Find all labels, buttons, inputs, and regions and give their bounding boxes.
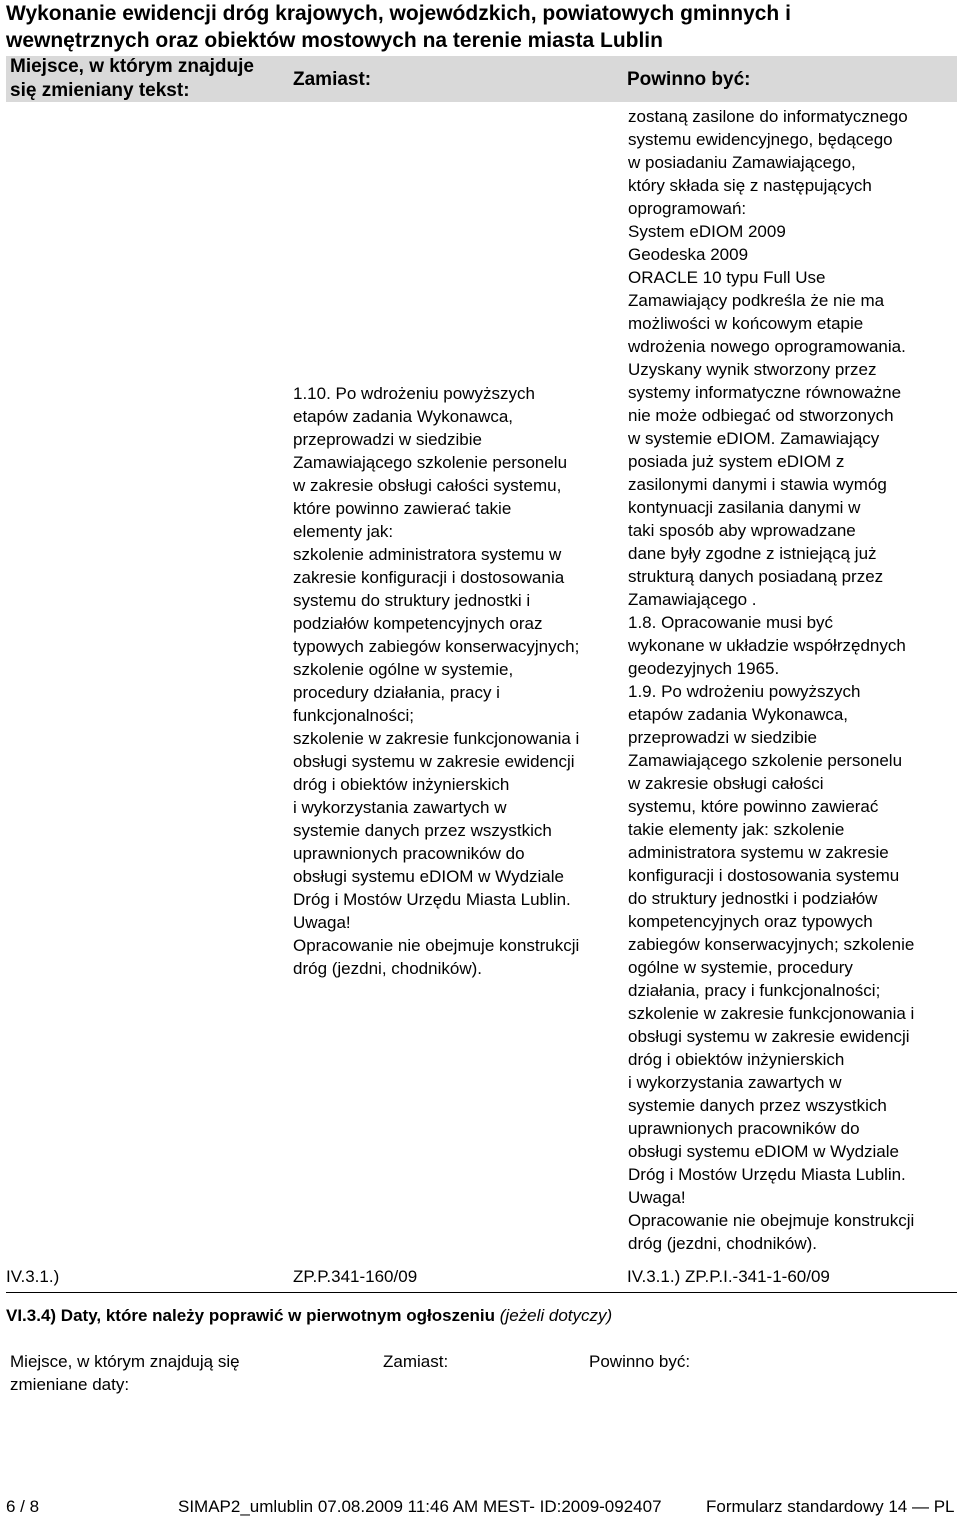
should-be-text-line: systemie danych przez wszystkich bbox=[628, 1096, 887, 1115]
should-be-text-line: dróg (jezdni, chodników). bbox=[628, 1234, 817, 1253]
document-title bbox=[6, 0, 956, 54]
row2-instead: ZP.P.341-160/09 bbox=[293, 1267, 418, 1286]
instead-text-line: typowych zabiegów konserwacyjnych; bbox=[293, 637, 580, 656]
should-be-text-line: działania, pracy i funkcjonalności; bbox=[628, 981, 881, 1000]
should-be-text-line: dróg i obiektów inżynierskich bbox=[628, 1050, 845, 1069]
instead-text-line: szkolenie w zakresie funkcjonowania i bbox=[293, 729, 580, 748]
should-be-text-line: do struktury jednostki i podziałów bbox=[628, 889, 878, 908]
should-be-text-line: Dróg i Mostów Urzędu Miasta Lublin. bbox=[628, 1165, 906, 1184]
instead-text-line: Dróg i Mostów Urzędu Miasta Lublin. bbox=[293, 890, 571, 909]
should-be-text-line: ORACLE 10 typu Full Use bbox=[628, 268, 826, 287]
instead-text-line: Opracowanie nie obejmuje konstrukcji bbox=[293, 936, 580, 955]
should-be-text-line: w zakresie obsługi całości bbox=[628, 774, 824, 793]
instead-text-line: Zamawiającego szkolenie personelu bbox=[293, 453, 568, 472]
footer-meta: SIMAP2_umlublin 07.08.2009 11:46 AM MEST- ID:2009-092407 bbox=[178, 1497, 662, 1516]
should-be-text-line: przeprowadzi w siedzibie bbox=[628, 728, 817, 747]
should-be-text-line: uprawnionych pracowników do bbox=[628, 1119, 860, 1138]
should-be-text-line: dane były zgodne z istniejącą już bbox=[628, 544, 877, 563]
should-be-text-line: wykonane w układzie współrzędnych bbox=[628, 636, 906, 655]
instead-text-line: procedury działania, pracy i bbox=[293, 683, 500, 702]
instead-text-line: 1.10. Po wdrożeniu powyższych bbox=[293, 384, 535, 403]
instead-text-line: dróg i obiektów inżynierskich bbox=[293, 775, 510, 794]
header-place-line-1: Miejsce, w którym znajduje bbox=[10, 56, 254, 77]
should-be-text-line: Opracowanie nie obejmuje konstrukcji bbox=[628, 1211, 915, 1230]
should-be-text-line: Zamawiającego . bbox=[628, 590, 757, 609]
should-be-text-line: posiada już system eDIOM z bbox=[628, 452, 845, 471]
should-be-text-line: administratora systemu w zakresie bbox=[628, 843, 889, 862]
title-line-1: Wykonanie ewidencji dróg krajowych, wojewódzkich, powiatowych gminnych i bbox=[6, 2, 791, 25]
should-be-text-line: obsługi systemu w zakresie ewidencji bbox=[628, 1027, 910, 1046]
instead-text-line: podziałów kompetencyjnych oraz bbox=[293, 614, 543, 633]
should-be-text-line: szkolenie w zakresie funkcjonowania i bbox=[628, 1004, 915, 1023]
title-line-2: wewnętrznych oraz obiektów mostowych na terenie miasta Lublin bbox=[6, 29, 663, 52]
should-be-text-line: zabiegów konserwacyjnych; szkolenie bbox=[628, 935, 915, 954]
dates-should-be-label: Powinno być: bbox=[589, 1352, 691, 1371]
should-be-text-column bbox=[628, 105, 914, 1255]
should-be-text-line: takie elementy jak: szkolenie bbox=[628, 820, 845, 839]
dates-instead-label: Zamiast: bbox=[383, 1352, 449, 1371]
instead-text-line: obsługi systemu eDIOM w Wydziale bbox=[293, 867, 564, 886]
instead-text-line: etapów zadania Wykonawca, bbox=[293, 407, 514, 426]
instead-text-line: obsługi systemu w zakresie ewidencji bbox=[293, 752, 575, 771]
should-be-text-line: oprogramowań: bbox=[628, 199, 747, 218]
instead-text-line: funkcjonalności; bbox=[293, 706, 414, 725]
should-be-text-line: Uwaga! bbox=[628, 1188, 686, 1207]
instead-text-line: szkolenie ogólne w systemie, bbox=[293, 660, 514, 679]
should-be-text-line: kompetencyjnych oraz typowych bbox=[628, 912, 873, 931]
instead-text-line: dróg (jezdni, chodników). bbox=[293, 959, 482, 978]
should-be-text-line: systemu ewidencyjnego, będącego bbox=[628, 130, 893, 149]
should-be-text-line: geodezyjnych 1965. bbox=[628, 659, 780, 678]
should-be-text-line: obsługi systemu eDIOM w Wydziale bbox=[628, 1142, 899, 1161]
should-be-text-line: zasilonymi danymi i stawia wymóg bbox=[628, 475, 887, 494]
should-be-text-line: systemu, które powinno zawierać bbox=[628, 797, 879, 816]
should-be-text-line: w systemie eDIOM. Zamawiający bbox=[628, 429, 880, 448]
header-place-label bbox=[10, 55, 254, 103]
should-be-text-line: który składa się z następujących bbox=[628, 176, 872, 195]
should-be-text-line: zostaną zasilone do informatycznego bbox=[628, 107, 908, 126]
instead-text-line: systemie danych przez wszystkich bbox=[293, 821, 552, 840]
should-be-text-line: możliwości w końcowym etapie bbox=[628, 314, 864, 333]
dates-place-label bbox=[10, 1350, 240, 1396]
instead-text-line: systemu do struktury jednostki i bbox=[293, 591, 531, 610]
row2-should-be: IV.3.1.) ZP.P.I.-341-1-60/09 bbox=[627, 1267, 830, 1286]
should-be-text-line: systemy informatyczne równoważne bbox=[628, 383, 902, 402]
instead-text-line: przeprowadzi w siedzibie bbox=[293, 430, 482, 449]
should-be-text-line: 1.8. Opracowanie musi być bbox=[628, 613, 834, 632]
dates-place-line-2: zmieniane daty: bbox=[10, 1375, 130, 1394]
should-be-text-line: 1.9. Po wdrożeniu powyższych bbox=[628, 682, 861, 701]
instead-text-line: w zakresie obsługi całości systemu, bbox=[293, 476, 562, 495]
section-vi-heading-text: VI.3.4) Daty, które należy poprawić w pierwotnym ogłoszeniu bbox=[6, 1306, 500, 1325]
should-be-text-line: taki sposób aby wprowadzane bbox=[628, 521, 856, 540]
section-vi-heading-note: (jeżeli dotyczy) bbox=[499, 1306, 613, 1325]
section-vi-heading bbox=[6, 1304, 612, 1327]
header-place-line-2: się zmieniany tekst: bbox=[10, 80, 190, 101]
instead-text-line: uprawnionych pracowników do bbox=[293, 844, 525, 863]
should-be-text-line: System eDIOM 2009 bbox=[628, 222, 786, 241]
should-be-text-line: ogólne w systemie, procedury bbox=[628, 958, 853, 977]
table-bottom-rule bbox=[6, 1292, 957, 1293]
should-be-text-line: Zamawiającego szkolenie personelu bbox=[628, 751, 903, 770]
header-instead-label: Zamiast: bbox=[293, 69, 372, 90]
should-be-text-line: nie może odbiegać od stworzonych bbox=[628, 406, 894, 425]
should-be-text-line: strukturą danych posiadaną przez bbox=[628, 567, 884, 586]
instead-text-line: Uwaga! bbox=[293, 913, 351, 932]
should-be-text-line: wdrożenia nowego oprogramowania. bbox=[628, 337, 906, 356]
should-be-text-line: w posiadaniu Zamawiającego, bbox=[628, 153, 856, 172]
instead-text-line: zakresie konfiguracji i dostosowania bbox=[293, 568, 565, 587]
should-be-text-line: Uzyskany wynik stworzony przez bbox=[628, 360, 877, 379]
instead-text-column bbox=[293, 382, 579, 980]
should-be-text-line: kontynuacji zasilania danymi w bbox=[628, 498, 861, 517]
should-be-text-line: Zamawiający podkreśla że nie ma bbox=[628, 291, 885, 310]
should-be-text-line: i wykorzystania zawartych w bbox=[628, 1073, 842, 1092]
should-be-text-line: Geodeska 2009 bbox=[628, 245, 749, 264]
instead-text-line: i wykorzystania zawartych w bbox=[293, 798, 507, 817]
instead-text-line: które powinno zawierać takie bbox=[293, 499, 512, 518]
row2-place: IV.3.1.) bbox=[6, 1267, 60, 1286]
instead-text-line: szkolenie administratora systemu w bbox=[293, 545, 562, 564]
should-be-text-line: etapów zadania Wykonawca, bbox=[628, 705, 849, 724]
footer-page-number: 6 / 8 bbox=[6, 1497, 40, 1516]
should-be-text-line: konfiguracji i dostosowania systemu bbox=[628, 866, 900, 885]
header-should-be-label: Powinno być: bbox=[627, 69, 751, 90]
dates-place-line-1: Miejsce, w którym znajdują się bbox=[10, 1352, 240, 1371]
instead-text-line: elementy jak: bbox=[293, 522, 394, 541]
footer-form-name: Formularz standardowy 14 — PL bbox=[706, 1497, 955, 1516]
